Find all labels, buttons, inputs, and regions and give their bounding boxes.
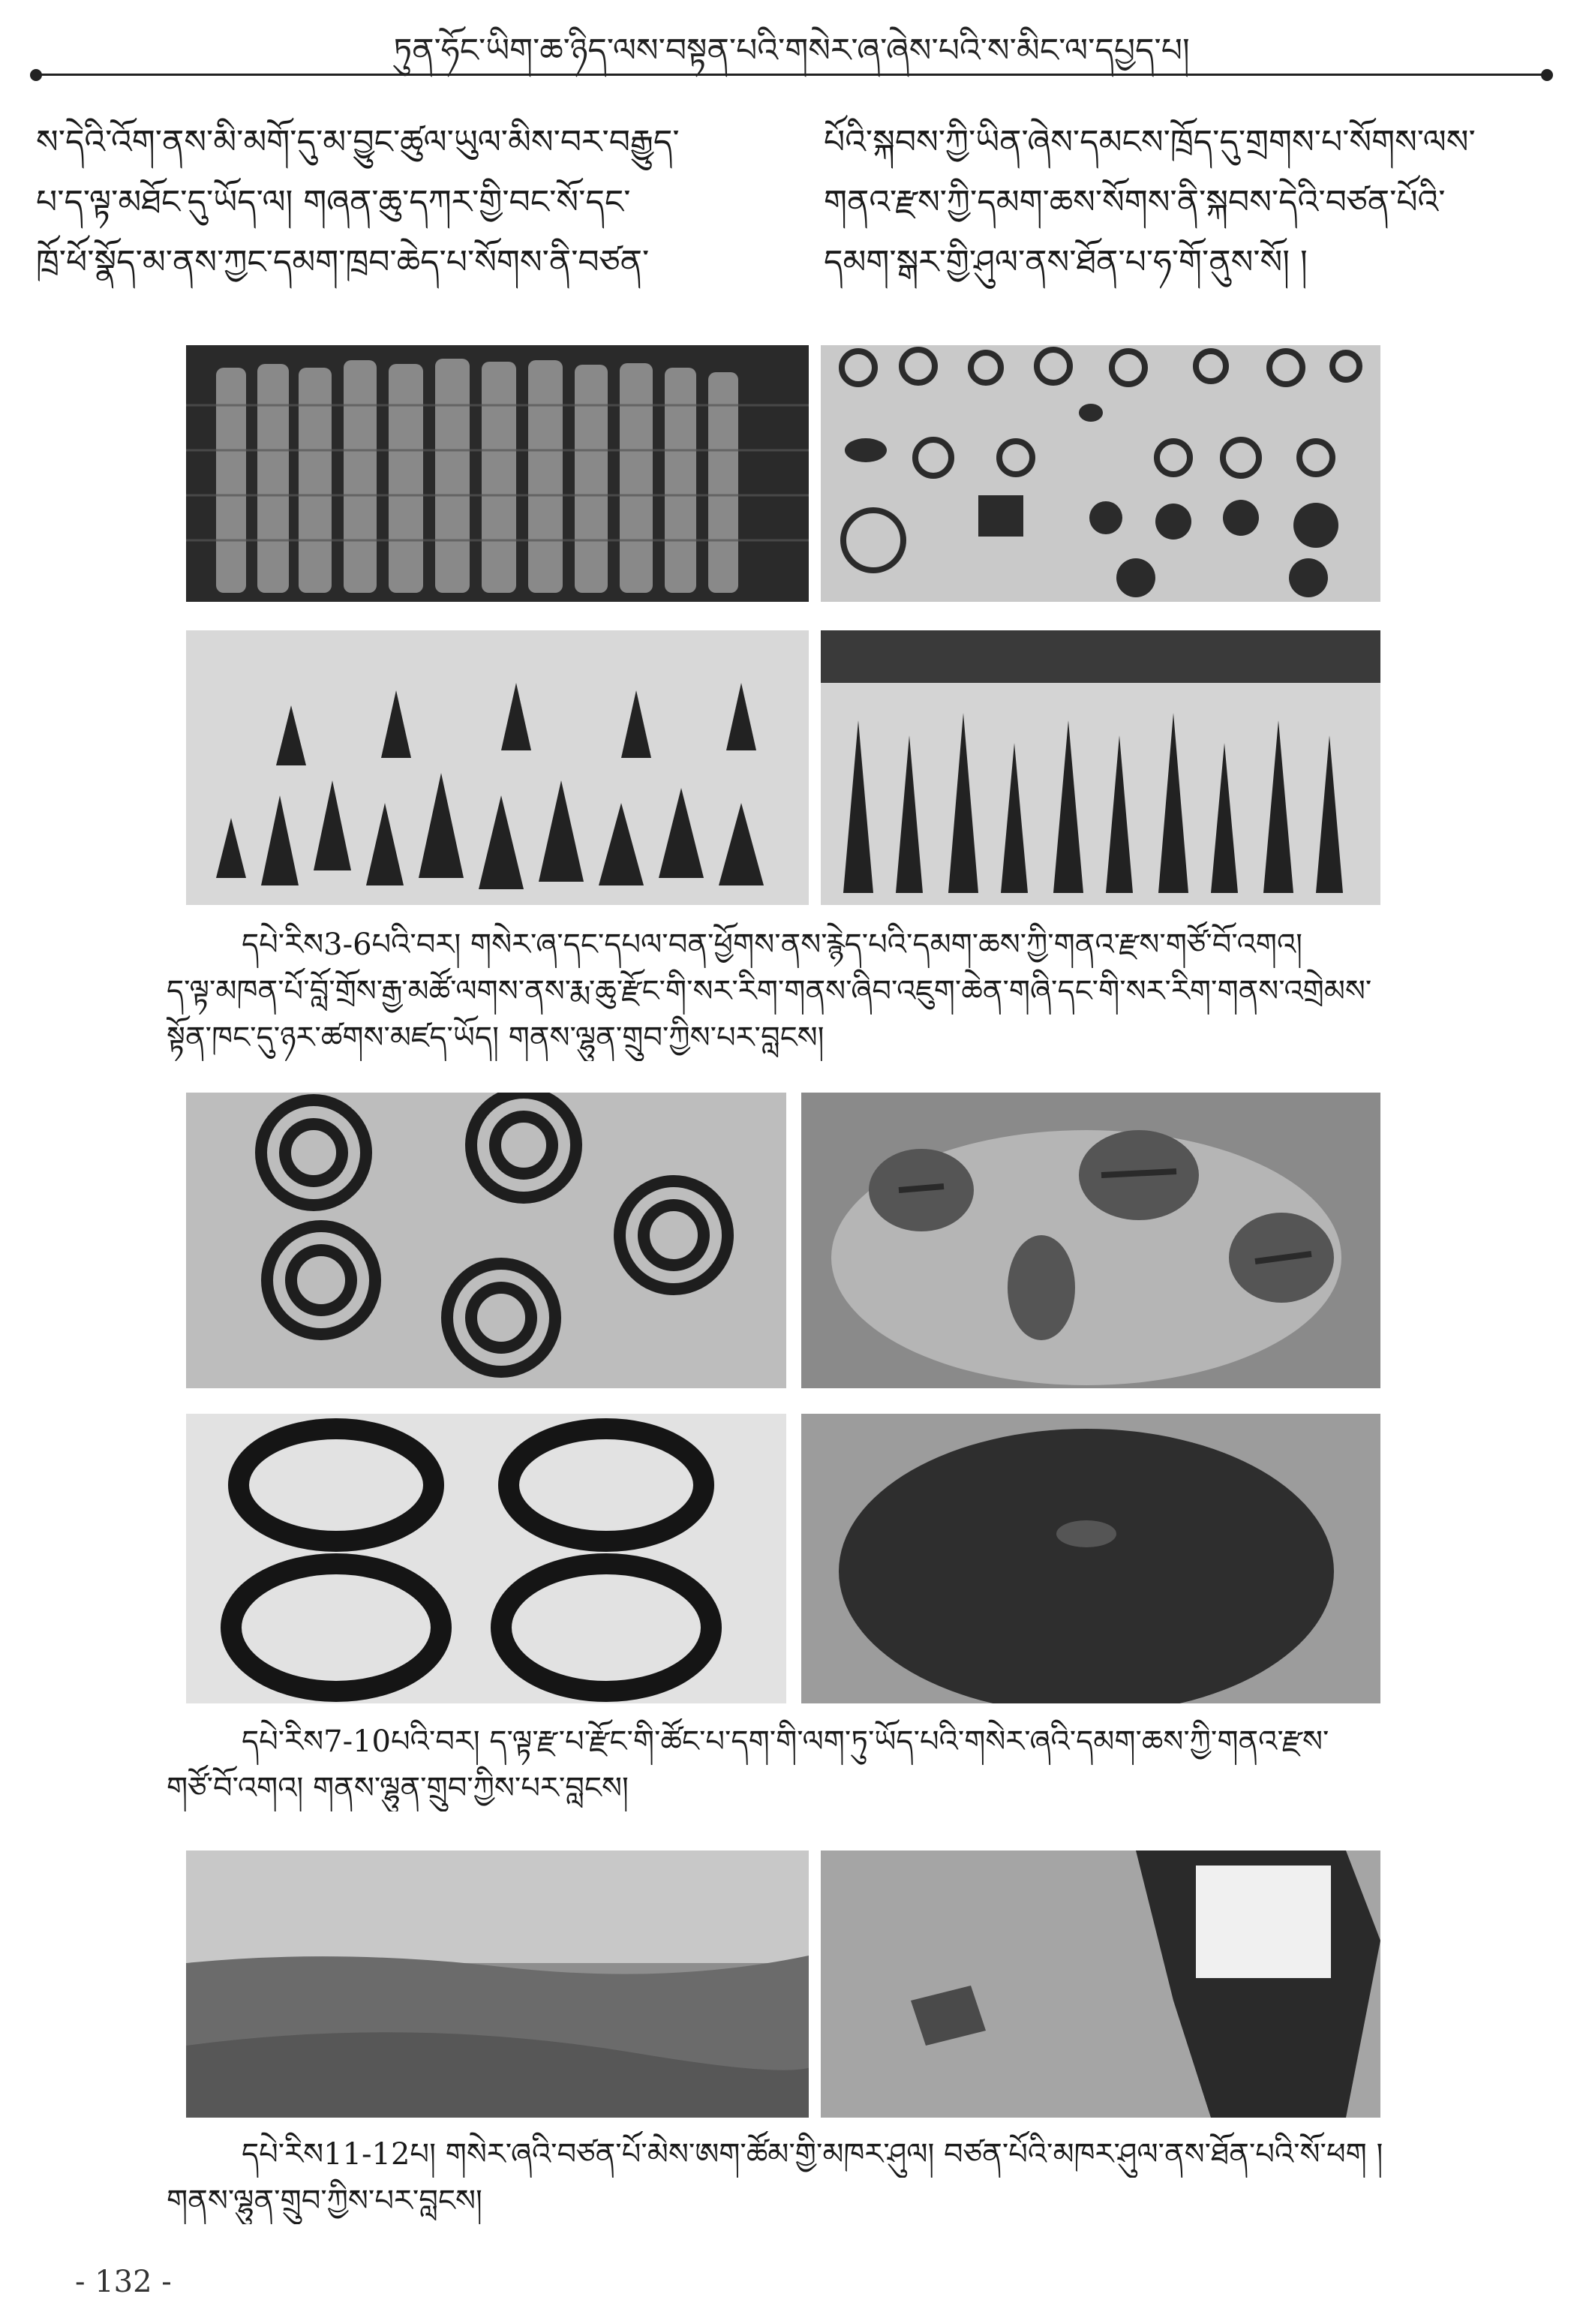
body-line: ས་དེའི་འོག་ནས་མི་མགོ་དུ་མ་བྱུང་ཚུལ་ཡུལ་མིས་བར་བརྒྱུད་ — [36, 123, 680, 161]
caption-line: དཔེ་རིས11-12པ། གསེར་ཞའི་བཙན་པོ་མེས་ཨག་ཚོམ་གྱི་མཁར་ཤུལ། བཙན་པོའི་མཁར་ཤུལ་ནས་ཐོན་པའི་སོ་ཕག ། — [242, 2137, 1383, 2172]
running-head: ཏུན་ཧོང་ཡིག་ཆ་ཉིད་ལས་བསྟན་པའི་གསེར་ཞ་ཞེས་པའི་ས་མིང་ལ་དཔྱད་པ། — [393, 32, 1190, 70]
left-column — [36, 113, 771, 293]
photo-iron-arrowheads — [186, 630, 809, 905]
caption-line: གཙོ་བོ་འགའ། གནས་ལྷུན་གྲུབ་ཀྱིས་པར་བླངས། — [167, 1771, 629, 1805]
photo-bronze-amulets — [821, 345, 1380, 602]
body-line: དམག་སྒར་གྱི་ཤུལ་ནས་ཐོན་པ་ཧ་གོ་ནུས་སོ། ། — [824, 243, 1308, 281]
photo-bronze-mirror — [801, 1414, 1380, 1703]
body-line: པོའི་སྐབས་ཀྱི་ཡིན་ཞེས་དམངས་ཁྲོད་དུ་གྲགས་པ་སོགས་ལས་ — [824, 123, 1476, 161]
figure-caption — [167, 2131, 1412, 2224]
photo-iron-arrowheads-2 — [821, 630, 1380, 905]
caption-line: དཔེ་རིས7-10པའི་བར། ད་ལྟ་རྫ་པ་རྫོང་གི་ཚོང་པ་དག་གི་ལག་ཏུ་ཡོད་པའི་གསེར་ཞའི་དམག་ཆས་ཀྱི་གནའ་རྫས་ — [242, 1724, 1329, 1759]
body-line: ཁྲོ་ཕོ་སྣོད་མ་ནས་ཀྱང་དམག་ཁྲབ་ཆེད་པ་སོགས་ནི་བཙན་ — [36, 243, 650, 281]
caption-line: ད་ལྟ་མཁན་པོ་བློ་གྲོས་རྒྱ་མཚོ་ལགས་ནས་རྨ་ཆུ་རྫོང་གི་སར་རིག་གནས་ཞིབ་འཇུག་ཆེན་གཞི་དང་གི་སར་རིག་གནས་འགྲེམས་ — [167, 974, 1372, 1009]
body-line: གནའ་རྫས་ཀྱི་དམག་ཆས་སོགས་ནི་སྐབས་དེའི་བཙན་པོའི་ — [824, 183, 1446, 221]
caption-line: སྟོན་ཁང་དུ་ཉར་ཚགས་མཛད་ཡོད། གནས་ལྷུན་གྲུབ་ཀྱིས་པར་བླངས། — [167, 1021, 825, 1055]
body-line: པ་ད་ལྟ་མཐོང་དུ་ཡོད་ལ། གཞན་ཆུ་དཀར་གྱི་བང་སོ་དང་ — [36, 183, 631, 221]
page-number: - 132 - — [75, 2265, 172, 2299]
photo-grassland-site — [186, 1850, 809, 2118]
photo-iron-bracelets — [186, 1414, 786, 1703]
photo-seals-in-hand — [801, 1093, 1380, 1388]
figure-caption — [167, 921, 1412, 1061]
photo-stacked-coins — [186, 345, 809, 602]
header-rule — [36, 74, 1547, 76]
caption-line: དཔེ་རིས3-6པའི་བར། གསེར་ཞ་དང་དཔལ་བན་ཕྱོགས་ནས་རྙེད་པའི་དམག་ཆས་ཀྱི་གནའ་རྫས་གཙོ་བོ་འགའ། — [242, 927, 1303, 962]
caption-line: གནས་ལྷུན་གྲུབ་ཀྱིས་པར་བླངས། — [167, 2184, 482, 2218]
rule-right-dot — [1541, 69, 1553, 81]
right-column — [824, 113, 1559, 293]
photo-brick-fragment — [821, 1850, 1380, 2118]
rule-left-dot — [30, 69, 42, 81]
figure-caption — [167, 1718, 1412, 1811]
photo-bronze-rings — [186, 1093, 786, 1388]
